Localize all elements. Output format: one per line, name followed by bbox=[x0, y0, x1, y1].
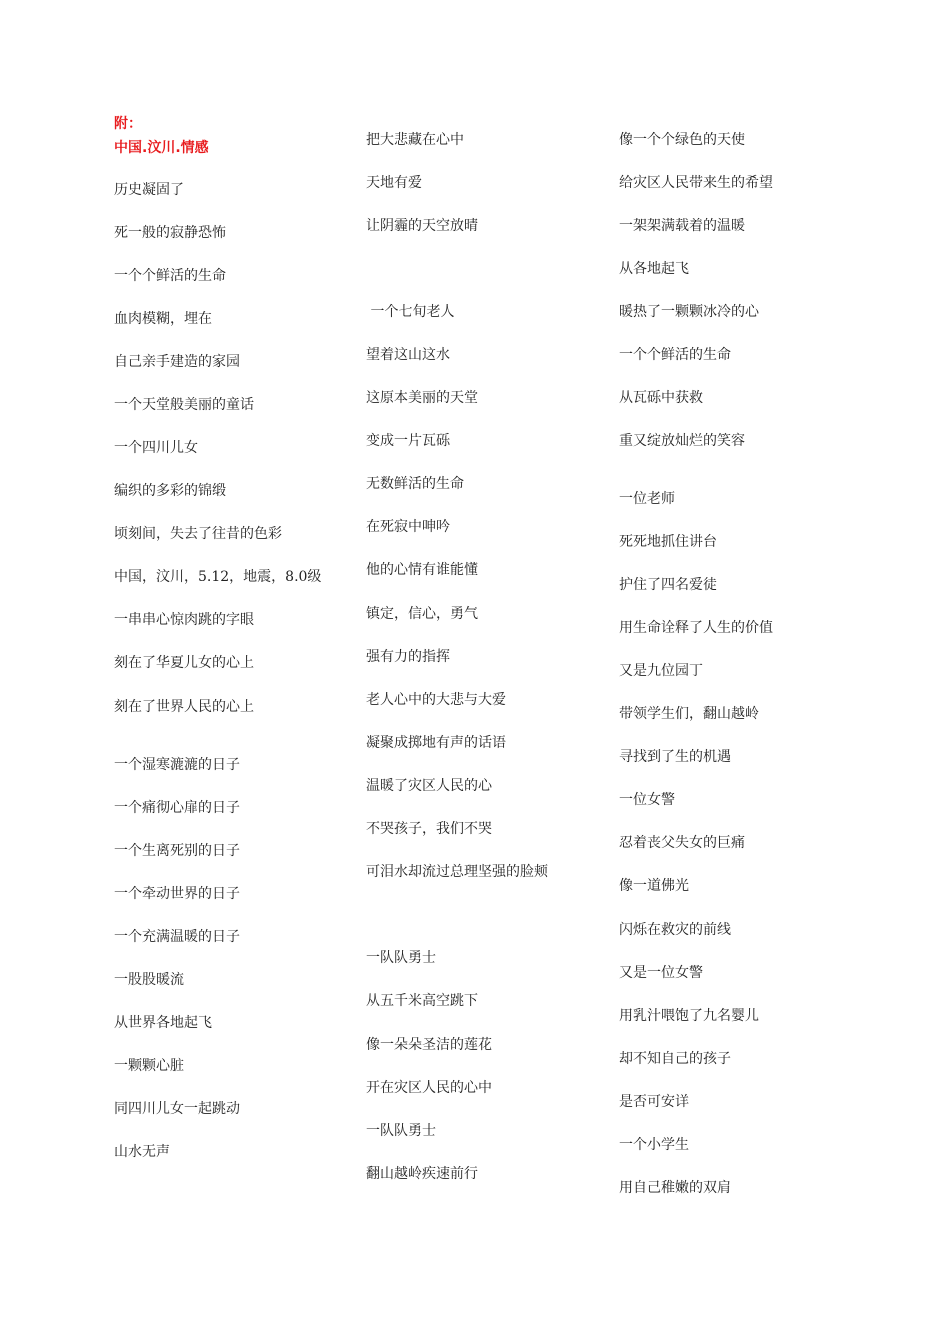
poem-line: 像一个个绿色的天使 bbox=[619, 132, 745, 148]
poem-line: 这原本美丽的天堂 bbox=[366, 390, 478, 406]
poem-line: 望着这山这水 bbox=[366, 347, 450, 363]
poem-line: 编织的多彩的锦缎 bbox=[114, 483, 226, 499]
poem-line: 一架架满载着的温暖 bbox=[619, 218, 745, 234]
poem-line: 翻山越岭疾速前行 bbox=[366, 1166, 478, 1182]
poem-line: 一位女警 bbox=[619, 792, 675, 808]
poem-line: 一个生离死别的日子 bbox=[114, 843, 240, 859]
poem-line: 从各地起飞 bbox=[619, 261, 689, 277]
poem-line: 刻在了世界人民的心上 bbox=[114, 699, 254, 715]
poem-line: 寻找到了生的机遇 bbox=[619, 749, 731, 765]
poem-title: 中国.汶川.情感 bbox=[114, 140, 209, 156]
poem-line: 闪烁在救灾的前线 bbox=[619, 922, 731, 938]
poem-line: 从五千米高空跳下 bbox=[366, 993, 478, 1009]
appendix-label: 附： bbox=[114, 116, 142, 132]
poem-line: 镇定，信心，勇气 bbox=[366, 606, 478, 622]
poem-line: 给灾区人民带来生的希望 bbox=[619, 175, 773, 191]
poem-line: 历史凝固了 bbox=[114, 182, 184, 198]
poem-line: 一股股暖流 bbox=[114, 972, 184, 988]
poem-line: 变成一片瓦砾 bbox=[366, 433, 450, 449]
poem-line: 无数鲜活的生命 bbox=[366, 476, 464, 492]
poem-line: 用生命诠释了人生的价值 bbox=[619, 620, 773, 636]
poem-line: 山水无声 bbox=[114, 1144, 170, 1160]
poem-line: 不哭孩子，我们不哭 bbox=[366, 821, 492, 837]
poem-line: 暖热了一颗颗冰冷的心 bbox=[619, 304, 759, 320]
poem-line: 重又绽放灿烂的笑容 bbox=[619, 433, 745, 449]
poem-line: 在死寂中呻吟 bbox=[366, 519, 450, 535]
poem-line: 凝聚成掷地有声的话语 bbox=[366, 735, 506, 751]
poem-line: 一队队勇士 bbox=[366, 950, 436, 966]
poem-line: 一个充满温暖的日子 bbox=[114, 929, 240, 945]
poem-line: 一个四川儿女 bbox=[114, 440, 198, 456]
poem-line: 他的心情有谁能懂 bbox=[366, 562, 478, 578]
poem-line: 又是九位园丁 bbox=[619, 663, 703, 679]
poem-line: 开在灾区人民的心中 bbox=[366, 1080, 492, 1096]
poem-line: 一个牵动世界的日子 bbox=[114, 886, 240, 902]
poem-line: 一位老师 bbox=[619, 491, 675, 507]
poem-line: 中国，汶川，5.12，地震，8.0级 bbox=[114, 569, 322, 585]
poem-line: 顷刻间，失去了往昔的色彩 bbox=[114, 526, 282, 542]
poem-line: 带领学生们，翻山越岭 bbox=[619, 706, 759, 722]
poem-line: 温暖了灾区人民的心 bbox=[366, 778, 492, 794]
poem-line: 死死地抓住讲台 bbox=[619, 534, 717, 550]
poem-line: 血肉模糊，埋在 bbox=[114, 311, 212, 327]
poem-line: 护住了四名爱徒 bbox=[619, 577, 717, 593]
poem-line: 一颗颗心脏 bbox=[114, 1058, 184, 1074]
poem-line: 从世界各地起飞 bbox=[114, 1015, 212, 1031]
poem-line: 同四川儿女一起跳动 bbox=[114, 1101, 240, 1117]
poem-line: 天地有爱 bbox=[366, 175, 422, 191]
poem-line: 像一朵朵圣洁的莲花 bbox=[366, 1037, 492, 1053]
poem-line: 可泪水却流过总理坚强的脸颊 bbox=[366, 864, 548, 880]
poem-line: 像一道佛光 bbox=[619, 878, 689, 894]
poem-line: 一个痛彻心扉的日子 bbox=[114, 800, 240, 816]
poem-line: 用自己稚嫩的双肩 bbox=[619, 1180, 731, 1196]
poem-line: 一队队勇士 bbox=[366, 1123, 436, 1139]
poem-line: 死一般的寂静恐怖 bbox=[114, 225, 226, 241]
poem-line: 一个个鲜活的生命 bbox=[114, 268, 226, 284]
poem-line: 用乳汁喂饱了九名婴儿 bbox=[619, 1008, 759, 1024]
poem-line: 从瓦砾中获救 bbox=[619, 390, 703, 406]
poem-line: 又是一位女警 bbox=[619, 965, 703, 981]
poem-line: 一个天堂般美丽的童话 bbox=[114, 397, 254, 413]
poem-line: 一串串心惊肉跳的字眼 bbox=[114, 612, 254, 628]
poem-line: 刻在了华夏儿女的心上 bbox=[114, 655, 254, 671]
poem-line: 自己亲手建造的家园 bbox=[114, 354, 240, 370]
poem-line: 老人心中的大悲与大爱 bbox=[366, 692, 506, 708]
poem-line: 一个七旬老人 bbox=[366, 304, 455, 320]
poem-line: 让阴霾的天空放晴 bbox=[366, 218, 478, 234]
poem-line: 一个个鲜活的生命 bbox=[619, 347, 731, 363]
poem-line: 忍着丧父失女的巨痛 bbox=[619, 835, 745, 851]
poem-line: 强有力的指挥 bbox=[366, 649, 450, 665]
poem-line: 一个小学生 bbox=[619, 1137, 689, 1153]
poem-line: 一个湿寒漉漉的日子 bbox=[114, 757, 240, 773]
poem-line: 把大悲藏在心中 bbox=[366, 132, 464, 148]
poem-line: 是否可安详 bbox=[619, 1094, 689, 1110]
poem-line: 却不知自己的孩子 bbox=[619, 1051, 731, 1067]
